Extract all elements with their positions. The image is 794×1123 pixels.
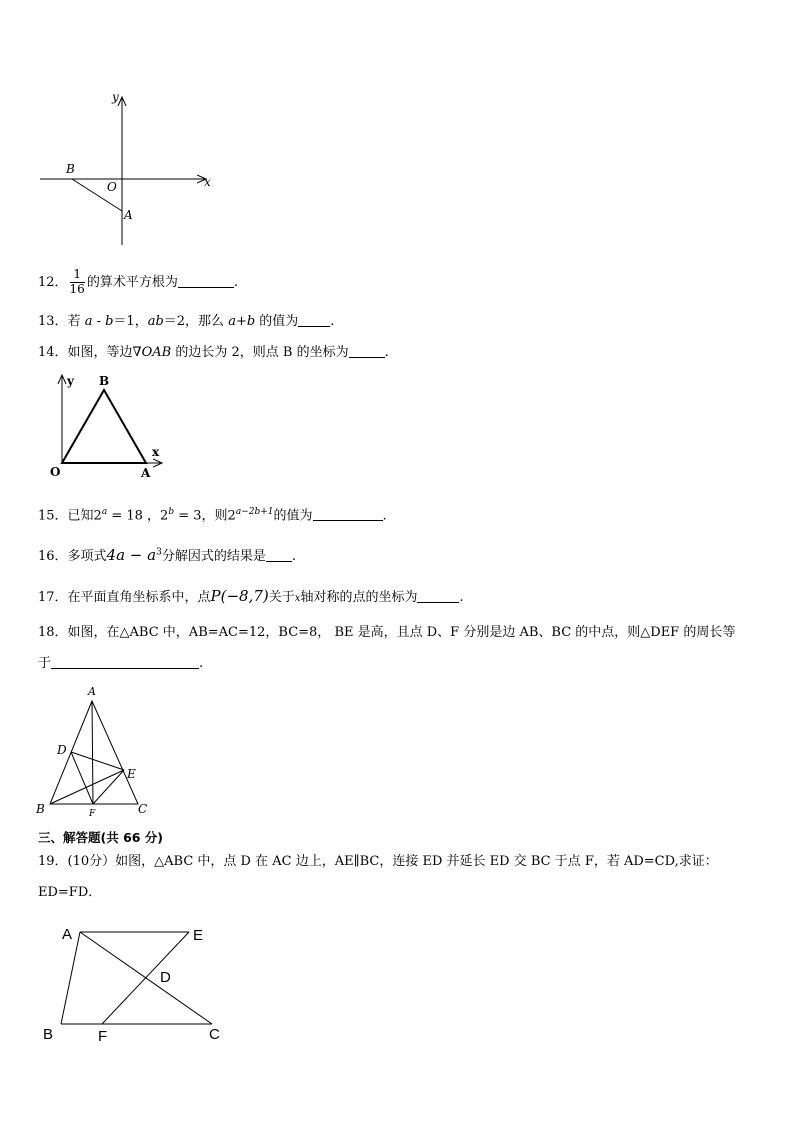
label-b: B <box>66 162 75 176</box>
segment-ab <box>61 932 80 1024</box>
question-18-line-2: 于 . <box>38 656 204 671</box>
label-f: F <box>98 1028 108 1045</box>
answer-blank[interactable] <box>178 275 234 288</box>
median-af <box>92 701 93 804</box>
label-o: O <box>50 465 61 479</box>
label-x: x <box>152 445 160 459</box>
question-14: 14．如图，等边∇OAB 的边长为 2，则点 B 的坐标为 . <box>38 345 389 360</box>
label-c: C <box>209 1026 220 1043</box>
label-f: F <box>89 809 96 819</box>
figure-triangle-def <box>30 683 160 818</box>
segment-ef <box>93 770 124 804</box>
figure-q19 <box>35 920 235 1050</box>
answer-blank[interactable] <box>266 549 292 562</box>
label-d: D <box>160 969 171 986</box>
label-x: x <box>204 175 211 189</box>
label-e: E <box>193 927 204 944</box>
question-19-line-2: ED=FD． <box>38 885 102 900</box>
label-a: A <box>88 685 96 698</box>
label-d: D <box>57 743 67 757</box>
label-b: B <box>36 802 45 816</box>
label-a: A <box>62 926 73 943</box>
answer-blank[interactable] <box>313 508 383 521</box>
answer-blank[interactable] <box>417 590 459 603</box>
segment-ef <box>102 932 189 1024</box>
section-heading: 三、解答题(共 66 分) <box>38 830 164 845</box>
segment-be <box>50 770 124 804</box>
label-a: A <box>124 208 133 222</box>
question-19-line-1: 19．(10分）如图，△ABC 中，点 D 在 AC 边上，AE∥BC，连接 ED 并延长 ED 交 BC 于点 F，若 AD=CD,求证： <box>38 854 718 869</box>
triangle-oab <box>62 390 146 463</box>
question-16: 16．多项式$4a - a^3$分解因式的结果是 . <box>38 546 296 564</box>
label-y: y <box>67 374 74 388</box>
label-o: O <box>107 180 117 194</box>
label-y: y <box>112 90 119 104</box>
question-17: 17．在平面直角坐标系中，点P(−8,7)关于x轴对称的点的坐标为 . <box>38 587 464 605</box>
figure-coordinate-axes <box>30 85 230 255</box>
fraction-1-16: $\frac{1}{16}$ <box>69 267 85 296</box>
question-13: 13．若 a - b＝1，ab＝2，那么 a+b 的值为 . <box>38 314 335 329</box>
question-18-line-1: 18．如图，在△ABC 中，AB=AC=12，BC=8， BE 是高，且点 D、F 分别是边 AB、BC 的中点，则△DEF 的周长等 <box>38 625 736 640</box>
question-12: 12． $\frac{1}{16}$ 的算术平方根为 . <box>38 267 238 296</box>
answer-blank[interactable] <box>349 345 385 358</box>
answer-blank[interactable] <box>51 656 199 669</box>
label-b: B <box>43 1026 54 1043</box>
label-e: E <box>127 767 136 781</box>
segment-df <box>71 752 93 804</box>
label-b: B <box>99 374 110 388</box>
question-15: 15．已知$2^a = 18$ ，$2^b = 3$，则$2^{a-2b+1}$的值为 . <box>38 507 387 524</box>
label-a: A <box>141 466 151 480</box>
answer-blank[interactable] <box>298 314 330 327</box>
label-c: C <box>138 802 148 816</box>
figure-equilateral-triangle <box>40 370 170 480</box>
